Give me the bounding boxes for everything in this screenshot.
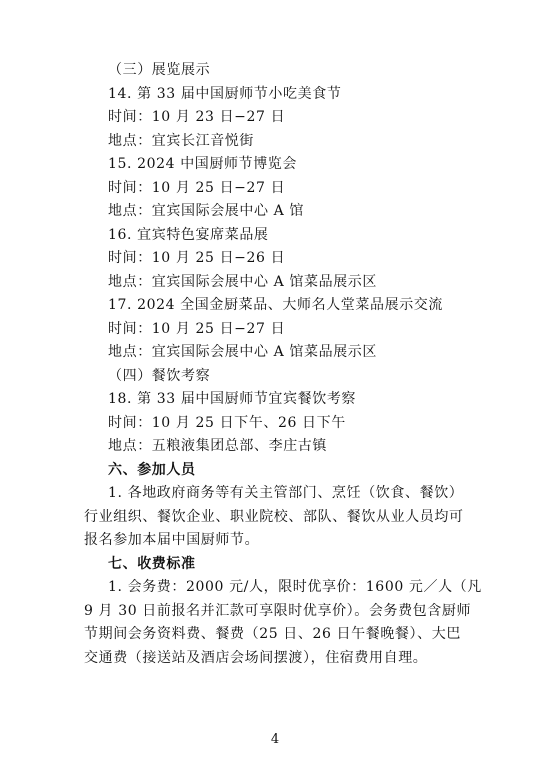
item-17-time: 时间：10 月 25 日−27 日 xyxy=(108,320,286,337)
item-16-location: 地点：宜宾国际会展中心 A 馆菜品展示区 xyxy=(108,273,378,290)
item-16-title: 16. 宜宾特色宴席菜品展 xyxy=(108,226,269,243)
subheading-exhibitions: （三）展览展示 xyxy=(108,62,211,78)
subheading-catering-inspection: （四）餐饮考察 xyxy=(108,367,211,384)
fees-paragraph-line-4: 交通费（接送站及酒店会场间摆渡），住宿费用自理。 xyxy=(84,649,428,666)
section-heading-participants: 六、参加人员 xyxy=(108,461,196,478)
item-18-time: 时间：10 月 25 日下午、26 日下午 xyxy=(108,414,346,431)
fees-paragraph-line-1: 1. 会务费：2000 元/人，限时优享价：1600 元／人（凡 xyxy=(108,579,482,595)
item-17-location: 地点：宜宾国际会展中心 A 馆菜品展示区 xyxy=(108,344,378,360)
item-18-title: 18. 第 33 届中国厨师节宜宾餐饮考察 xyxy=(108,391,357,407)
page-number: 4 xyxy=(270,732,280,747)
participants-paragraph-line-1: 1. 各地政府商务等有关主管部门、烹饪（饮食、餐饮） xyxy=(108,485,464,501)
item-18-location: 地点：五粮液集团总部、李庄古镇 xyxy=(108,438,327,454)
fees-paragraph-line-3: 节期间会务资料费、餐费（25 日、26 日午餐晚餐）、大巴 xyxy=(84,626,461,642)
item-15-location: 地点：宜宾国际会展中心 A 馆 xyxy=(108,203,305,219)
participants-paragraph-line-3: 报名参加本届中国厨师节。 xyxy=(84,532,260,548)
section-heading-fees: 七、收费标准 xyxy=(108,555,196,572)
fees-paragraph-line-2: 9 月 30 日前报名并汇款可享限时优享价）。会务费包含厨师 xyxy=(84,602,472,619)
item-14-location: 地点：宜宾长江音悦街 xyxy=(108,132,254,149)
item-15-time: 时间：10 月 25 日−27 日 xyxy=(108,179,286,196)
document-body xyxy=(0,59,550,670)
item-14-title: 14. 第 33 届中国厨师节小吃美食节 xyxy=(108,85,342,102)
item-16-time: 时间：10 月 25 日−26 日 xyxy=(108,250,286,266)
participants-paragraph-line-2: 行业组织、餐饮企业、职业院校、部队、餐饮从业人员均可 xyxy=(84,508,464,525)
item-17-title: 17. 2024 全国金厨菜品、大师名人堂菜品展示交流 xyxy=(108,297,443,313)
item-15-title: 15. 2024 中国厨师节博览会 xyxy=(108,156,297,172)
item-14-time: 时间：10 月 23 日−27 日 xyxy=(108,109,286,125)
